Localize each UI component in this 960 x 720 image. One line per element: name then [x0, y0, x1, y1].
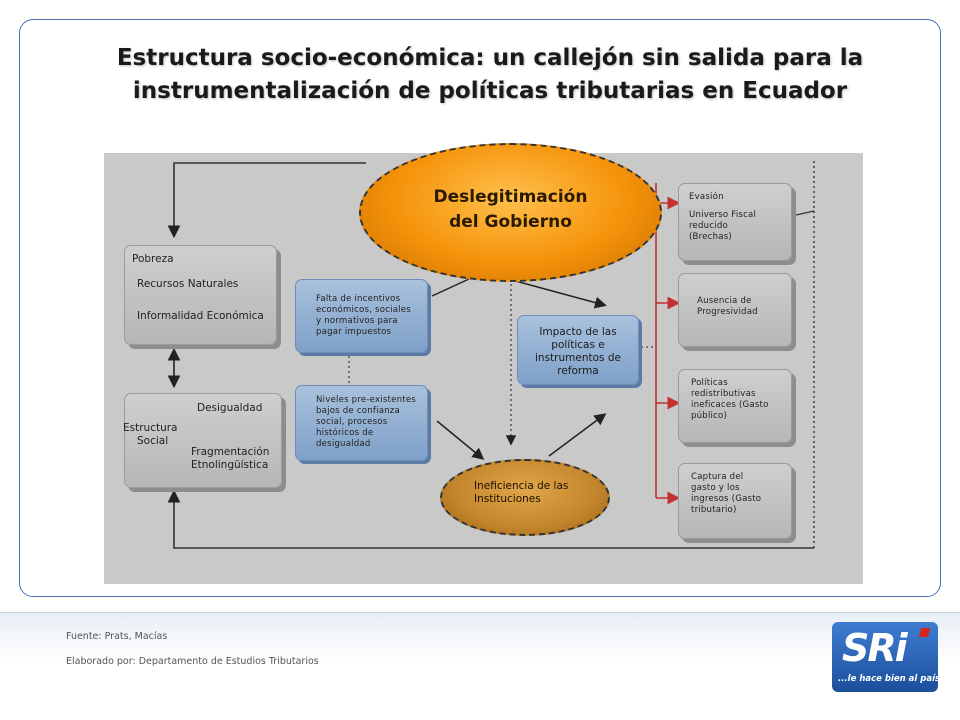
right4-line-3: ingresos (Gasto: [691, 494, 762, 504]
blue2-line-2: bajos de confianza: [316, 406, 400, 416]
box-estructura-social: [124, 393, 282, 488]
label-social: Social: [137, 435, 169, 447]
box-falta-incentivos: [295, 279, 428, 353]
right1-line-3: reducido: [689, 221, 728, 231]
right1-line-2: Universo Fiscal: [689, 210, 757, 220]
blue3-line-2: políticas e: [551, 339, 605, 351]
right4-line-1: Captura del: [691, 472, 744, 482]
box-politicas-redistributivas: [678, 369, 792, 443]
right2-line-1: Ausencia de: [697, 296, 752, 306]
blue1-line-2: económicos, sociales: [316, 305, 411, 315]
right3-line-4: público): [691, 411, 728, 421]
ellipse-ineficiencia: [440, 459, 610, 536]
blue1-line-3: y normativos para: [316, 316, 398, 326]
box-captura-gasto: [678, 463, 792, 539]
arrow-to-blue-3: [508, 279, 604, 305]
ellipse-top-line-1: Deslegitimación: [433, 187, 588, 207]
box-progresividad: [678, 273, 792, 347]
logo-tagline: ...le hace bien al país!: [838, 674, 944, 684]
tick-right-1: [796, 211, 814, 215]
blue2-line-1: Niveles pre-existentes: [316, 395, 416, 405]
box-evasion: [678, 183, 792, 261]
label-pobreza: Pobreza: [132, 253, 174, 265]
ellipse-bottom-line-2: Instituciones: [474, 493, 541, 505]
label-recursos-naturales: Recursos Naturales: [137, 278, 239, 290]
blue2-line-3: social, procesos: [316, 417, 388, 427]
box-niveles-confianza: [295, 385, 428, 461]
footer-source: Fuente: Prats, Macías: [66, 631, 168, 642]
blue2-line-5: desigualdad: [316, 439, 371, 449]
right3-line-1: Políticas: [691, 378, 728, 388]
arrow-blue2-to-bottom: [437, 421, 482, 458]
right1-line-1: Evasión: [689, 192, 724, 202]
blue3-line-1: Impacto de las: [539, 326, 617, 338]
loop-top-connector: [174, 163, 366, 235]
right4-line-2: gasto y los: [691, 483, 740, 493]
blue3-line-4: reforma: [557, 365, 599, 377]
box-impacto-politicas: [517, 315, 639, 385]
ellipse-deslegitimacion: [359, 143, 662, 282]
sri-logo: [832, 622, 944, 692]
arrow-to-blue-1: [432, 279, 469, 296]
blue3-line-3: instrumentos de: [535, 352, 621, 364]
blue1-line-1: Falta de incentivos: [316, 294, 401, 304]
label-informalidad: Informalidad Económica: [137, 310, 264, 322]
arrow-bottom-to-blue3: [549, 415, 604, 456]
right3-line-3: ineficaces (Gasto: [691, 400, 769, 410]
logo-red-accent: [919, 628, 930, 637]
title-line-1: Estructura socio-económica: un callejón sin salida para la: [116, 45, 864, 71]
label-estructura: Estructura: [123, 422, 178, 434]
logo-text: SRi: [842, 626, 906, 670]
box-pobreza: [124, 245, 277, 345]
label-etnolinguistica: Etnolingüística: [191, 459, 269, 471]
slide-title: [60, 42, 920, 108]
blue2-line-4: históricos de: [316, 428, 374, 438]
diagram-canvas: [104, 153, 863, 584]
footer-author: Elaborado por: Departamento de Estudios Tributarios: [66, 656, 319, 667]
right2-line-2: Progresividad: [697, 307, 758, 317]
ellipse-top-line-2: del Gobierno: [449, 212, 572, 232]
right1-line-4: (Brechas): [689, 232, 732, 242]
blue1-line-4: pagar impuestos: [316, 327, 392, 337]
ellipse-bottom-line-1: Ineficiencia de las: [474, 480, 569, 492]
label-fragmentacion: Fragmentación: [191, 446, 270, 458]
right4-line-4: tributario): [691, 505, 737, 515]
label-desigualdad: Desigualdad: [197, 402, 263, 414]
right3-line-2: redistributivas: [691, 389, 756, 399]
title-line-2: instrumentalización de políticas tributarias en Ecuador: [132, 78, 848, 104]
